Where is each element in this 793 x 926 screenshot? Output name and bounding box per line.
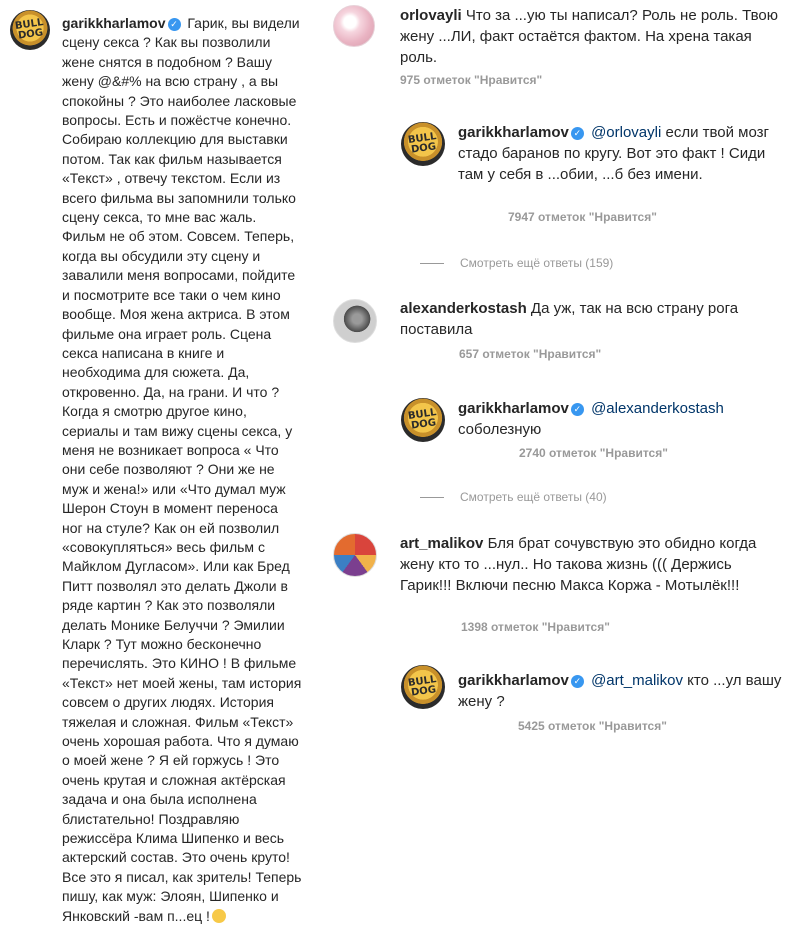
verified-badge-icon: ✓: [571, 675, 584, 688]
reply-text: кто ...ул вашу жену ?: [458, 672, 782, 710]
comment-username[interactable]: orlovayli: [400, 7, 462, 24]
post-author-username[interactable]: garikkharlamov: [62, 15, 166, 31]
comment-text: Да уж, так на всю страну рога поставила: [400, 300, 739, 338]
commenter-avatar-orlovayli[interactable]: [333, 5, 375, 47]
avatar-logo-text: BULL DOG: [407, 407, 438, 432]
reply-mention[interactable]: @orlovayli: [591, 124, 662, 141]
avatar-logo-text: BULL DOG: [407, 674, 438, 699]
verified-badge-icon: ✓: [571, 403, 584, 416]
reply-author-avatar[interactable]: [401, 122, 445, 166]
view-more-replies-label: Смотреть ещё ответы (40): [460, 490, 607, 504]
reply-likes[interactable]: 7947 отметок "Нравится": [508, 210, 657, 224]
view-more-replies[interactable]: [420, 490, 607, 504]
reply-author-avatar[interactable]: [401, 398, 445, 442]
reply-text: соболезную: [458, 421, 542, 438]
comment-text: Что за ...ую ты написал? Роль не роль. Твою жену ...ЛИ, факт остаётся фактом. На хрена такая роль.: [400, 7, 778, 66]
view-more-replies-label: Смотреть ещё ответы (159): [460, 256, 614, 270]
commenter-avatar-art_malikov[interactable]: [333, 533, 377, 577]
verified-badge-icon: ✓: [168, 18, 181, 31]
verified-badge-icon: ✓: [571, 127, 584, 140]
reply-text: если твой мозг стадо баранов по кругу. Вот это факт ! Сиди там у себя в ...обии, ...б без имени.: [458, 124, 770, 183]
comment-likes[interactable]: 1398 отметок "Нравится": [461, 620, 610, 634]
post-caption-text: Гарик, вы видели сцену секса ? Как вы позволили жене снятся в подобном ? Вашу жену @&#% на всю страну , а вы спокойны ? Это наиболее ласковые вопросы. Есть и пожёстче конечно. Собираю коллекцию для выставки потом. Так как фильм называется «Текст» , отвечу текстом. Если из всего фильма вы запомнили только сцену секса, то мне вас жаль. Фильм не об этом. Совсем. Теперь, когда вы обсудили эту сцену и завалили меня вопросами, пойдите и посмотрите все таки о чем кино вообще. Моя жена актриса. В этом фильме она играет роль. Сцена секса написана в книге и необходима для сюжета. Да, откровенно. Да, на грани. И что ? Когда я смотрю другое кино, сериалы и там вижу сцены секса, у меня не возникает вопроса « Что они себе позволяют ? Они же не муж и жена!» или «Что думал муж Шерон Стоун в момент переноса ног на стуле? Как он ей позволил «совокупляться» весь фильм с Майклом Дугласом». Или как Бред Питт позволял это делать Джоли в ряде картин ? Как это позволяли делать Монике Белуччи ? Эмилии Кларк ? Тут можно бесконечно перечислять. Это КИНО ! В фильме «Текст» нет моей жены, там история совсем о других людях. История тяжелая и сложная. Фильм «Текст» очень хорошая работа. Что я думаю о моей жене ? Я ей горжусь ! Это очень крутая и сложная актёрская задача и она была исполнена блистательно! Поздравляю режиссёра Клима Шипенко и весь актерский состав. Это очень круто! Все это я писал, как зритель! Теперь пишу, как муж: Элоян, Шипенко и Янковский -вам п...ец !: [62, 15, 302, 924]
post-author-avatar[interactable]: [10, 10, 50, 50]
replies-divider: [420, 263, 444, 264]
grinning-face-icon: [212, 909, 226, 923]
reply-username[interactable]: garikkharlamov: [458, 672, 569, 689]
comment: [400, 5, 785, 68]
reply: [458, 122, 783, 185]
comment: [400, 298, 785, 340]
reply: [458, 670, 783, 712]
reply-mention[interactable]: @art_malikov: [591, 672, 683, 689]
avatar-logo-text: BULL DOG: [407, 131, 438, 156]
view-more-replies[interactable]: [420, 256, 613, 270]
reply-username[interactable]: garikkharlamov: [458, 400, 569, 417]
commenter-avatar-alexanderkostash[interactable]: [333, 299, 377, 343]
reply-likes[interactable]: 5425 отметок "Нравится": [518, 719, 667, 733]
reply: [458, 398, 783, 440]
avatar-logo-text: BULL DOG: [14, 17, 45, 42]
post-caption: [62, 14, 302, 926]
comment: [400, 533, 785, 596]
reply-author-avatar[interactable]: [401, 665, 445, 709]
comment-username[interactable]: art_malikov: [400, 535, 484, 552]
reply-mention[interactable]: @alexanderkostash: [591, 400, 724, 417]
comment-text: Бля брат сочувствую это обидно когда жену кто то ...нул.. Но такова жизнь ((( Держись Гарик!!! Включи песню Макса Коржа - Мотылёк!!!: [400, 535, 757, 594]
reply-username[interactable]: garikkharlamov: [458, 124, 569, 141]
comment-likes[interactable]: 657 отметок "Нравится": [459, 347, 602, 361]
comment-likes[interactable]: 975 отметок "Нравится": [400, 73, 543, 87]
reply-likes[interactable]: 2740 отметок "Нравится": [519, 446, 668, 460]
replies-divider: [420, 497, 444, 498]
comment-username[interactable]: alexanderkostash: [400, 300, 527, 317]
